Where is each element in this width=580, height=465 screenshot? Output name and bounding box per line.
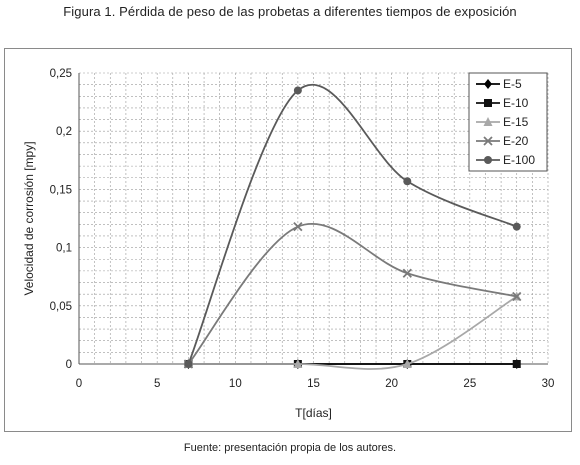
- legend-label: E-20: [503, 134, 529, 148]
- data-point: [513, 223, 521, 231]
- y-tick-label: 0,15: [49, 184, 72, 197]
- data-point: [403, 177, 411, 185]
- legend: [469, 73, 547, 171]
- series-e-15: [184, 291, 521, 369]
- x-axis-label: T[días]: [295, 406, 332, 420]
- y-tick-label: 0,1: [56, 242, 72, 255]
- legend-label: E-100: [503, 153, 536, 167]
- series-e-20: [184, 223, 520, 368]
- x-tick-label: 30: [541, 378, 555, 390]
- legend-marker: [484, 99, 492, 107]
- y-tick-label: 0,25: [49, 68, 72, 80]
- legend-marker: [484, 156, 492, 164]
- legend-label: E-15: [503, 115, 529, 129]
- source-note: Fuente: presentación propia de los autores.: [183, 442, 397, 454]
- x-tick-label: 20: [385, 378, 399, 390]
- x-tick-label: 25: [463, 378, 477, 390]
- x-tick-label: 10: [228, 378, 242, 390]
- x-tick-label: 0: [75, 378, 83, 390]
- data-point: [294, 86, 302, 94]
- x-tick-label: 5: [153, 378, 161, 390]
- x-tick-label: 15: [307, 378, 320, 390]
- figure-title: Figura 1. Pérdida de peso de las probetas a diferentes tiempos de exposición: [63, 4, 517, 19]
- series-line: [188, 296, 516, 369]
- data-point: [184, 360, 192, 368]
- y-axis-label: Velocidad de corrosión [mpy]: [22, 141, 36, 296]
- y-tick-label: 0,05: [49, 300, 72, 313]
- data-point: [513, 360, 521, 368]
- legend-label: E-5: [503, 77, 522, 91]
- y-tick-label: 0,2: [56, 126, 72, 139]
- legend-label: E-10: [503, 96, 529, 110]
- y-tick-label: 0: [65, 359, 72, 371]
